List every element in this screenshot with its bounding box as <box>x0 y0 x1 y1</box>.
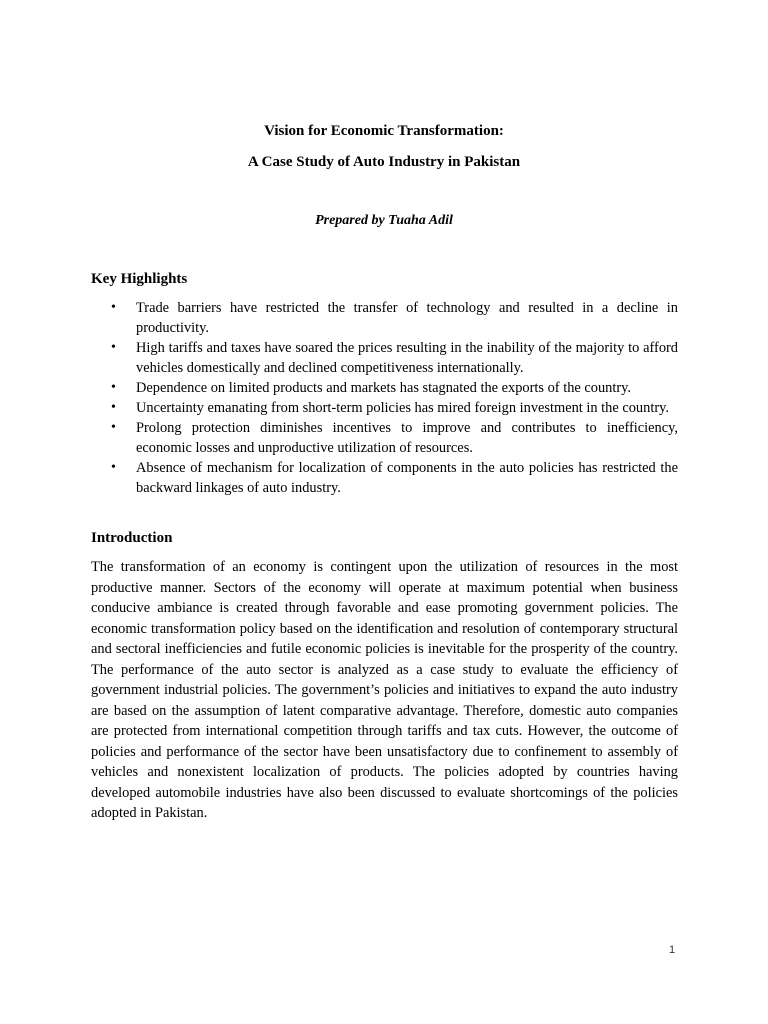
highlight-item <box>108 418 678 458</box>
bullet-icon: • <box>111 420 116 435</box>
highlight-item <box>108 378 678 398</box>
highlight-item <box>108 338 678 378</box>
document-title-line-1: Vision for Economic Transformation: <box>264 123 504 139</box>
key-highlights-heading: Key Highlights <box>91 271 188 287</box>
key-highlights-list <box>108 298 678 498</box>
bullet-icon: • <box>111 400 116 415</box>
page-number: 1 <box>669 944 676 956</box>
author-line: Prepared by Tuaha Adil <box>315 213 453 228</box>
highlight-text: Uncertainty emanating from short-term policies has mired foreign investment in the country. <box>136 400 669 416</box>
bullet-icon: • <box>111 460 116 475</box>
introduction-paragraph: The transformation of an economy is contingent upon the utilization of resources in the most productive manner. Sectors of the economy will operate at maximum potential when business conducive ambiance is created through favorable and ease promoting government policies. The economic transformation policy based on the identification and resolution of contemporary structural and sectoral inefficiencies and futile economic policies is inevitable for the prosperity of the country. The performance of the auto sector is analyzed as a case study to evaluate the efficiency of government industrial policies. The government’s policies and initiatives to expand the auto industry are based on the assumption of latent comparative advantage. Therefore, domestic auto companies are protected from international competition through tariffs and tax cuts. However, the outcome of policies and performance of the sector have been unsatisfactory due to confinement to assembly of vehicles and nonexistent localization of products. The policies adopted by countries having developed automobile industries have also been discussed to evaluate shortcomings of the policies adopted in Pakistan. <box>91 559 678 821</box>
highlight-item <box>108 398 678 418</box>
bullet-icon: • <box>111 340 116 355</box>
highlight-item <box>108 458 678 498</box>
highlight-text: Trade barriers have restricted the transfer of technology and resulted in a decline in productivity. <box>136 300 678 336</box>
bullet-icon: • <box>111 300 116 315</box>
highlight-text: Absence of mechanism for localization of components in the auto policies has restricted the backward linkages of auto industry. <box>136 460 678 496</box>
bullet-icon: • <box>111 380 116 395</box>
highlight-item <box>108 298 678 338</box>
highlight-text: Prolong protection diminishes incentives to improve and contributes to inefficiency, economic losses and unproductive utilization of resources. <box>136 420 678 456</box>
highlight-text: High tariffs and taxes have soared the prices resulting in the inability of the majority to afford vehicles domestically and declined competitiveness internationally. <box>136 340 678 376</box>
introduction-heading: Introduction <box>91 530 173 546</box>
document-title-line-2: A Case Study of Auto Industry in Pakistan <box>247 154 521 170</box>
highlight-text: Dependence on limited products and markets has stagnated the exports of the country. <box>136 380 631 396</box>
